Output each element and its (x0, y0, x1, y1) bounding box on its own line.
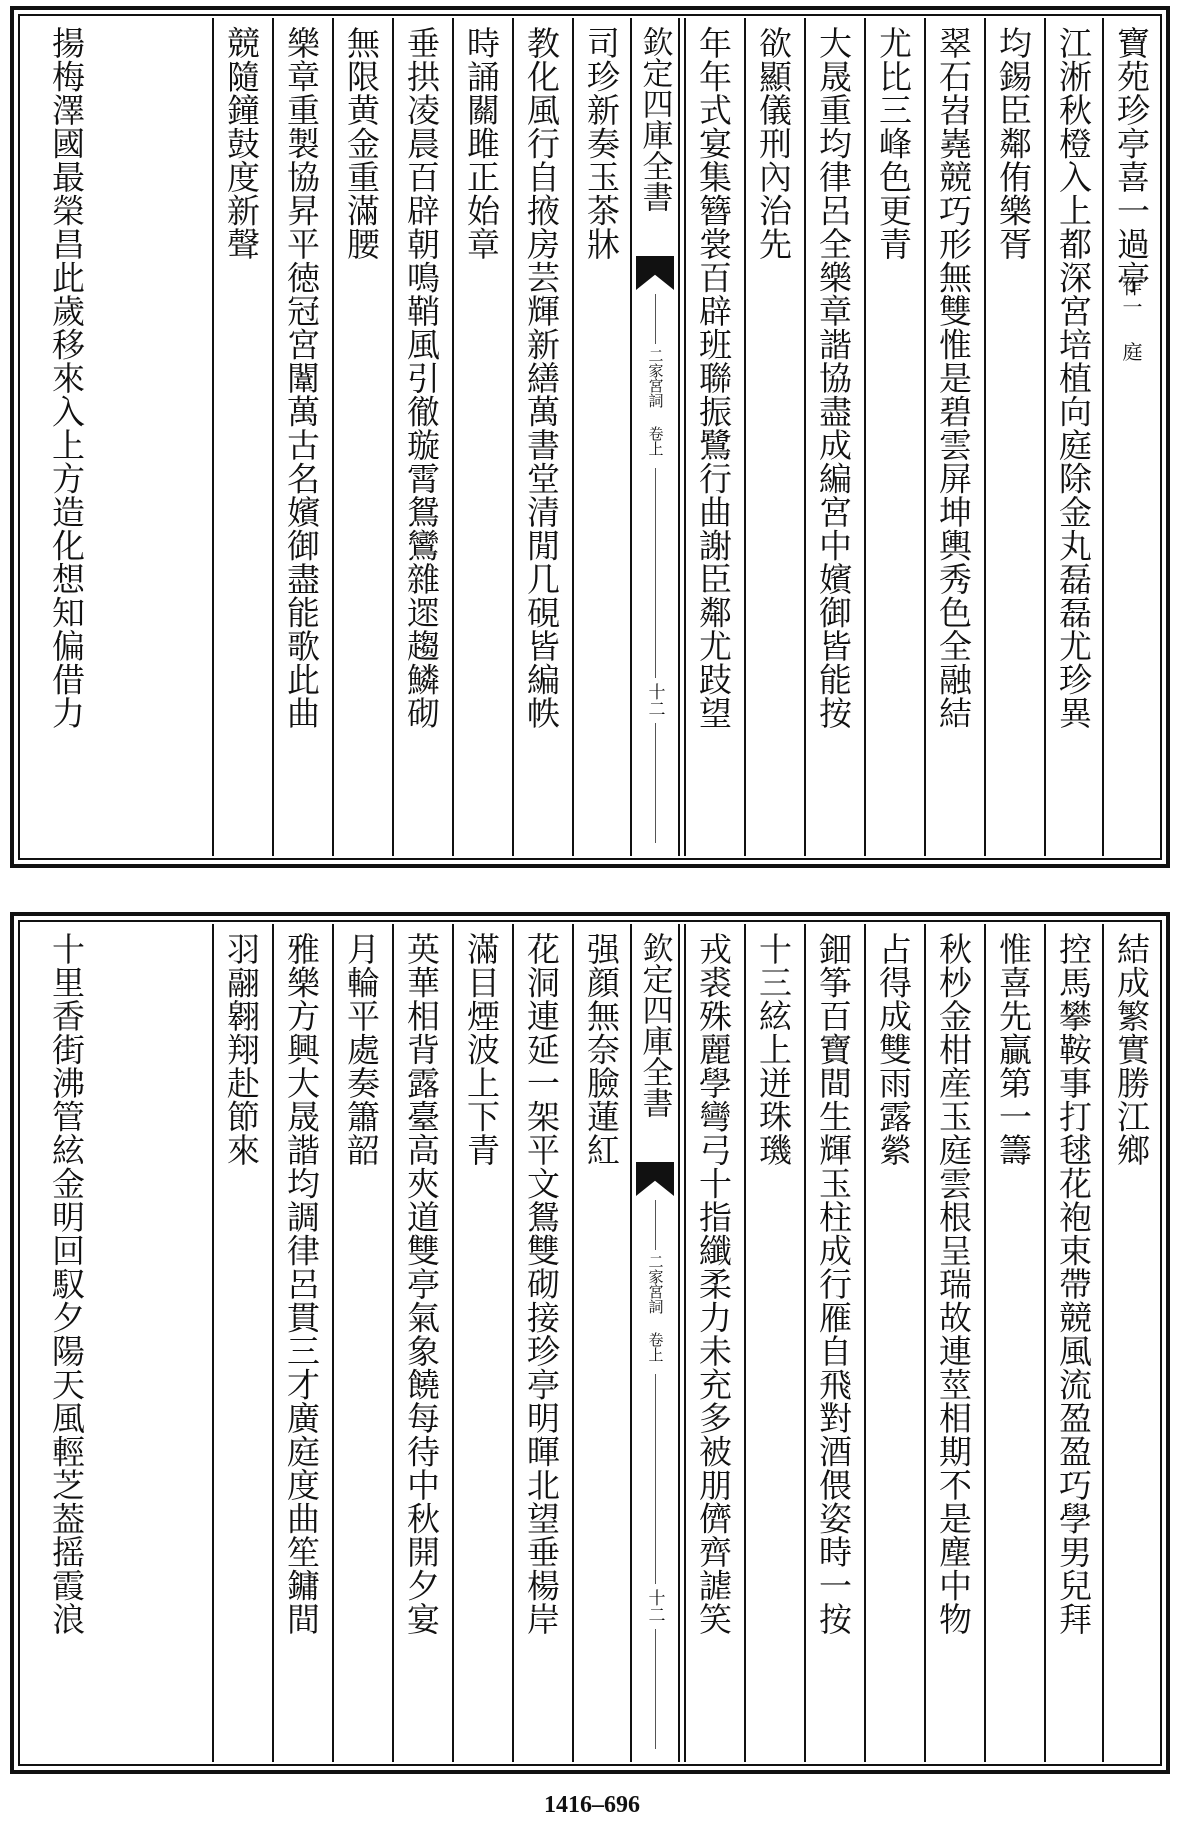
leaf-number: 十二 (644, 683, 665, 717)
page-number: 1416–696 (544, 1792, 640, 1818)
column-text: 强顔無奈臉蓮紅 (582, 932, 621, 1167)
column-text: 滿目煙波上下青 (462, 932, 501, 1167)
column-text: 教化風行自掖房芸輝新繕萬書堂清閒几硯皆編帙 (522, 26, 561, 730)
text-column (212, 924, 268, 1762)
column-text: 控馬攀鞍事打毬花袍束帶競風流盈盈巧學男兒拜 (1054, 932, 1093, 1636)
text-column (392, 924, 448, 1762)
column-text: 惟喜先贏第一籌 (994, 932, 1033, 1167)
column-text: 時誦關雎正始章 (462, 26, 501, 261)
chapter-label: 二家宮詞 卷上 (646, 1254, 665, 1362)
fold-column (630, 924, 680, 1762)
column-text: 戎裘殊麗學彎弓十指纖柔力未充多被朋儕齊謔笑 (694, 932, 733, 1636)
text-column (512, 924, 568, 1762)
text-column (924, 18, 980, 856)
text-column (804, 18, 860, 856)
column-text: 寶苑珍亭喜一過亭 (1112, 26, 1151, 294)
text-column (572, 924, 628, 1762)
text-column (804, 924, 860, 1762)
text-column (924, 924, 980, 1762)
text-column (452, 18, 508, 856)
column-text: 揚梅澤國最榮昌此歲移來入上方造化想知偏借力 (47, 26, 86, 730)
text-column (1044, 924, 1100, 1762)
text-column (864, 18, 920, 856)
fold-column (630, 18, 680, 856)
column-text: 司珍新奏玉茶牀 (582, 26, 621, 261)
column-text: 欲顯儀刑內治先 (754, 26, 793, 261)
text-column (984, 18, 1040, 856)
text-column (744, 18, 800, 856)
column-text: 無限黄金重滿腰 (342, 26, 381, 261)
fishtail-mark-icon (636, 256, 674, 290)
text-column (212, 18, 268, 856)
column-text: 翠石岧嶤競巧形無雙惟是碧雲屏坤輿秀色全融結 (934, 26, 973, 730)
text-column (392, 18, 448, 856)
column-text: 年年式宴集簪裳百辟班聯振鷺行曲謝臣鄰尤跂望 (694, 26, 733, 730)
column-text: 尤比三峰色更青 (874, 26, 913, 261)
column-text: 花洞連延一架平文鴛雙砌接珍亭明暉北望垂楊岸 (522, 932, 561, 1636)
column-text: 均錫臣鄰侑樂胥 (994, 26, 1033, 261)
text-column (984, 924, 1040, 1762)
column-text: 十三絃上迸珠璣 (754, 932, 793, 1167)
text-column (512, 18, 568, 856)
text-column (1102, 18, 1158, 856)
chapter-label: 二家宮詞 卷上 (646, 348, 665, 456)
text-column (18, 924, 208, 1762)
column-text: 結成繁實勝江鄉 (1112, 932, 1151, 1167)
column-text: 江淅秋橙入上都深宮培植向庭除金丸磊磊尤珍異 (1054, 26, 1093, 730)
interlinear-note: 作一 庭 (1119, 276, 1143, 362)
fishtail-mark-icon (636, 1162, 674, 1196)
collection-title: 欽定四庫全書 (636, 932, 673, 1118)
text-column (332, 18, 388, 856)
column-text: 月輪平處奏簫韶 (342, 932, 381, 1167)
text-column (18, 18, 208, 856)
text-column (684, 924, 740, 1762)
text-column (272, 18, 328, 856)
column-text: 大晟重均律呂全樂章諧協盡成編宮中嬪御皆能按 (814, 26, 853, 730)
column-text: 占得成雙雨露縈 (874, 932, 913, 1167)
column-text: 秋杪金柑産玉庭雲根呈瑞故連莖相期不是塵中物 (934, 932, 973, 1636)
column-text: 競隨鐘鼓度新聲 (222, 26, 261, 261)
column-text: 樂章重製協昇平徳冠宮闈萬古名嬪御盡能歌此曲 (282, 26, 321, 730)
column-text: 英華相背露臺高夾道雙亭氣象饒每待中秋開夕宴 (402, 932, 441, 1636)
text-column (272, 924, 328, 1762)
text-column (684, 18, 740, 856)
text-column (332, 924, 388, 1762)
column-text: 羽翮翱翔赴節來 (222, 932, 261, 1167)
text-column (452, 924, 508, 1762)
lower-leaf (10, 912, 1170, 1774)
column-text: 十里香街沸管絃金明回馭夕陽天風輕芝葢摇霞浪 (47, 932, 86, 1636)
text-column (744, 924, 800, 1762)
text-column (572, 18, 628, 856)
column-text: 鈿筝百寶間生輝玉柱成行雁自飛對酒偎姿時一按 (814, 932, 853, 1636)
text-column (864, 924, 920, 1762)
text-column (1044, 18, 1100, 856)
text-column (1102, 924, 1158, 1762)
leaf-number: 十二 (644, 1589, 665, 1623)
upper-leaf (10, 6, 1170, 868)
column-text: 垂拱凌晨百辟朝鳴鞘風引徹璇霄鴛鸞雜遝趨鱗砌 (402, 26, 441, 730)
collection-title: 欽定四庫全書 (636, 26, 673, 212)
column-text: 雅樂方興大晟諧均調律呂貫三才廣庭度曲笙鏞間 (282, 932, 321, 1636)
